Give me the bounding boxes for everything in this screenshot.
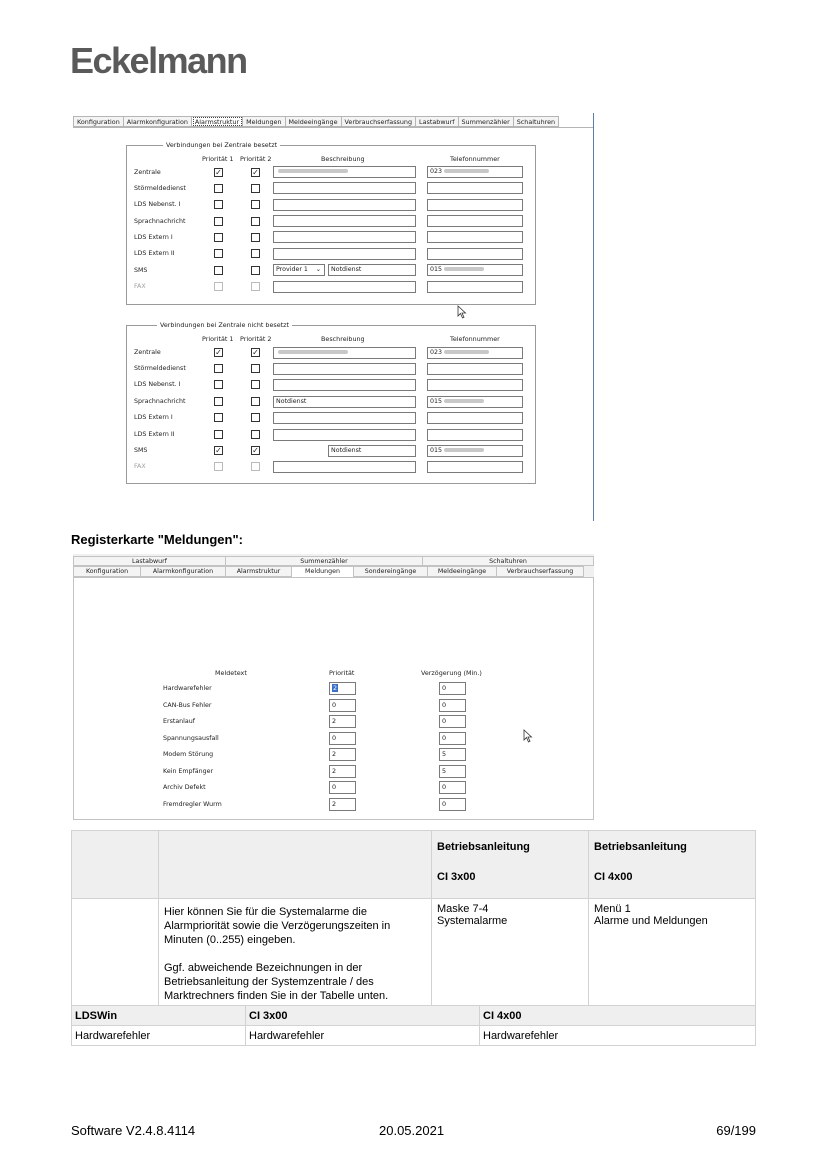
checkbox-disabled [251,282,260,291]
tab-verbrauchserfassung[interactable]: Verbrauchserfassung [342,116,417,127]
tab-meldungen[interactable]: Meldungen [243,116,285,127]
header-ci4x00: CI 4x00 [480,1006,756,1026]
beschreibung-input[interactable] [273,281,416,293]
naming-table [71,1005,756,1046]
row-label: LDS Nebenst. I [134,201,181,208]
checkbox[interactable] [251,184,260,193]
header-ci3: Betriebsanleitung [437,841,530,853]
beschreibung-input[interactable] [273,379,416,391]
checkbox[interactable] [251,380,260,389]
col-meldetext: Meldetext [215,669,247,677]
tab-alarmstruktur[interactable]: Alarmstruktur [192,116,243,127]
checkbox[interactable] [251,249,260,258]
beschreibung-input[interactable] [273,248,416,260]
checkbox[interactable] [251,413,260,422]
beschreibung-input[interactable] [273,199,416,211]
ci4-title: Alarme und Meldungen [594,915,708,927]
verzoegerung-input[interactable]: 5 [439,748,466,761]
telefon-input[interactable]: 015 [427,264,523,276]
prioritaet-input[interactable]: 2 [329,715,356,728]
row-label: Störmeldedienst [134,365,186,372]
telefon-input[interactable] [427,182,523,194]
beschreibung-input[interactable]: Notdienst [328,445,416,457]
checkbox[interactable] [214,430,223,439]
tab-konfiguration[interactable]: Konfiguration [73,566,141,577]
verzoegerung-input[interactable]: 0 [439,781,466,794]
tab-lastabwurf[interactable]: Lastabwurf [73,556,226,566]
tab-konfiguration[interactable]: Konfiguration [73,116,124,127]
cell-ci3x00: Hardwarefehler [246,1026,480,1046]
beschreibung-input[interactable] [273,461,416,473]
checkbox-disabled [214,462,223,471]
col-prio1: Priorität 1 [202,335,234,343]
beschreibung-input[interactable] [273,182,416,194]
description-note: Ggf. abweichende Bezeichnungen in der Betriebsanleitung der Systemzentrale / des Marktrechners finden Sie in der Tabelle unten. [164,962,389,1002]
checkbox[interactable] [251,397,260,406]
header-ci3-model: CI 3x00 [437,871,476,883]
beschreibung-input[interactable] [273,166,416,178]
col-beschreibung: Beschreibung [321,335,365,343]
meldung-label: Modem Störung [163,751,214,758]
checkbox[interactable] [214,249,223,258]
checkbox[interactable] [214,200,223,209]
beschreibung-input[interactable] [273,347,416,359]
checkbox-checked[interactable]: ✓ [252,446,259,455]
prioritaet-input[interactable]: 2 [329,682,356,695]
footer-software-version: Software V2.4.8.4114 [71,1123,196,1138]
telefon-input[interactable]: 023 [427,347,523,359]
mouse-cursor-icon [457,305,467,319]
telefon-input[interactable] [427,215,523,227]
row-label: LDS Extern II [134,250,175,257]
tab-meldeeingaenge[interactable]: Meldeeingänge [286,116,342,127]
meldung-label: Erstanlauf [163,718,195,725]
checkbox[interactable] [214,364,223,373]
row-label: SMS [134,447,148,454]
col-verzoegerung: Verzögerung (Min.) [421,669,482,677]
checkbox-checked[interactable]: ✓ [215,168,222,177]
checkbox[interactable] [214,217,223,226]
checkbox[interactable] [214,266,223,275]
telefon-input[interactable]: 015 [427,445,523,457]
meldung-label: Archiv Defekt [163,784,206,791]
mouse-cursor-icon [523,728,533,742]
telefon-input[interactable]: 015 [427,396,523,408]
checkbox[interactable] [251,430,260,439]
tab-meldeeingaenge[interactable]: Meldeeingänge [428,566,497,577]
checkbox[interactable] [214,233,223,242]
header-ci3x00: CI 3x00 [246,1006,480,1026]
footer-page-number: 69/199 [716,1123,756,1138]
beschreibung-input[interactable]: Notdienst [328,264,416,276]
beschreibung-input[interactable] [273,215,416,227]
verzoegerung-input[interactable]: 0 [439,798,466,811]
checkbox[interactable] [214,184,223,193]
beschreibung-input[interactable] [273,412,416,424]
checkbox[interactable] [214,413,223,422]
group-legend: Verbindungen bei Zentrale nicht besetzt [157,321,292,329]
header-ci4: Betriebsanleitung [594,841,687,853]
row-label: Sprachnachricht [134,398,186,405]
row-label: SMS [134,267,148,274]
telefon-input[interactable] [427,379,523,391]
meldungen-panel [73,577,594,820]
prioritaet-input[interactable]: 0 [329,699,356,712]
verzoegerung-input[interactable]: 5 [439,765,466,778]
checkbox[interactable] [251,266,260,275]
row-label: LDS Extern I [134,414,173,421]
row-label: FAX [134,283,146,290]
tab-alarmstruktur[interactable]: Alarmstruktur [226,566,292,577]
ci3-title: Systemalarme [437,915,508,927]
tab-alarmkonfiguration[interactable]: Alarmkonfiguration [124,116,192,127]
row-label: Störmeldedienst [134,185,186,192]
tab-summenzaehler[interactable]: Summenzähler [459,116,514,127]
tab-summenzaehler[interactable]: Summenzähler [226,556,423,566]
prioritaet-input[interactable]: 2 [329,748,356,761]
provider-select[interactable]: Provider 1 ⌄ [273,264,325,276]
tab-row-top [73,556,594,566]
tab-sondereingaenge[interactable]: Sondereingänge [354,566,428,577]
cell-ci4x00: Hardwarefehler [480,1026,756,1046]
telefon-input[interactable] [427,281,523,293]
telefon-input[interactable] [427,412,523,424]
checkbox-checked[interactable]: ✓ [252,168,259,177]
telefon-input[interactable] [427,363,523,375]
checkbox[interactable] [251,233,260,242]
meldungen-screenshot [73,554,594,820]
beschreibung-input[interactable] [273,363,416,375]
row-label: Sprachnachricht [134,218,186,225]
chevron-down-icon: ⌄ [315,266,321,273]
checkbox-disabled [214,282,223,291]
col-prio2: Priorität 2 [240,335,272,343]
row-label: LDS Extern II [134,431,175,438]
col-prio1: Priorität 1 [202,155,234,163]
prioritaet-input[interactable]: 2 [329,798,356,811]
telefon-input[interactable] [427,231,523,243]
checkbox-disabled [251,462,260,471]
prioritaet-input[interactable]: 2 [329,765,356,778]
header-ci4-model: CI 4x00 [594,871,633,883]
telefon-input[interactable] [427,199,523,211]
header-ldswin: LDSWin [72,1006,246,1026]
verzoegerung-input[interactable]: 0 [439,699,466,712]
telefon-input[interactable] [427,461,523,473]
prioritaet-input[interactable]: 0 [329,732,356,745]
checkbox[interactable] [214,397,223,406]
reference-table [71,830,756,1008]
checkbox[interactable] [251,364,260,373]
col-prio2: Priorität 2 [240,155,272,163]
cell-ldswin: Hardwarefehler [72,1026,246,1046]
ci4-menu: Menü 1 [594,903,631,915]
alarmstruktur-screenshot [73,113,594,521]
meldung-label: CAN-Bus Fehler [163,702,212,709]
beschreibung-input[interactable]: Notdienst [273,396,416,408]
tab-alarmkonfiguration[interactable]: Alarmkonfiguration [141,566,226,577]
row-label: Zentrale [134,169,161,176]
telefon-input[interactable] [427,248,523,260]
row-label: Zentrale [134,349,161,356]
checkbox[interactable] [214,380,223,389]
checkbox-checked[interactable]: ✓ [252,348,259,357]
row-label: LDS Nebenst. I [134,381,181,388]
eckelmann-logo: Eckelmann [70,40,247,81]
checkbox[interactable] [251,200,260,209]
tab-row-bottom [73,566,594,577]
col-telefonnummer: Telefonnummer [450,335,500,343]
group-legend: Verbindungen bei Zentrale besetzt [163,141,280,149]
meldung-label: Kein Empfänger [163,768,214,775]
col-prioritaet: Priorität [329,669,355,677]
checkbox[interactable] [251,217,260,226]
verzoegerung-input[interactable]: 0 [439,715,466,728]
beschreibung-input[interactable] [273,429,416,441]
tab-verbrauchserfassung[interactable]: Verbrauchserfassung [497,566,584,577]
col-beschreibung: Beschreibung [321,155,365,163]
verzoegerung-input[interactable]: 0 [439,682,466,695]
verzoegerung-input[interactable]: 0 [439,732,466,745]
tab-schaltuhren[interactable]: Schaltuhren [423,556,594,566]
tab-lastabwurf[interactable]: Lastabwurf [416,116,458,127]
meldung-label: Hardwarefehler [163,685,212,692]
tab-meldungen[interactable]: Meldungen [292,566,354,577]
tab-schaltuhren[interactable]: Schaltuhren [514,116,559,127]
meldung-label: Spannungsausfall [163,735,219,742]
ci3-maske: Maske 7-4 [437,903,489,915]
telefon-input[interactable]: 023 [427,166,523,178]
beschreibung-input[interactable] [273,231,416,243]
checkbox-checked[interactable]: ✓ [215,446,222,455]
telefon-input[interactable] [427,429,523,441]
footer-date: 20.05.2021 [379,1123,445,1138]
row-label: FAX [134,463,146,470]
col-telefonnummer: Telefonnummer [450,155,500,163]
meldung-label: Fremdregler Wurm [163,801,222,808]
tab-bar [73,116,559,127]
description-text: Hier können Sie für die Systemalarme die Alarmpriorität sowie die Verzögerungszeiten in Minuten (0..255) eingeben. [164,906,391,946]
row-label: LDS Extern I [134,234,173,241]
prioritaet-input[interactable]: 0 [329,781,356,794]
section-heading: Registerkarte "Meldungen": [71,532,243,547]
checkbox-checked[interactable]: ✓ [215,348,222,357]
